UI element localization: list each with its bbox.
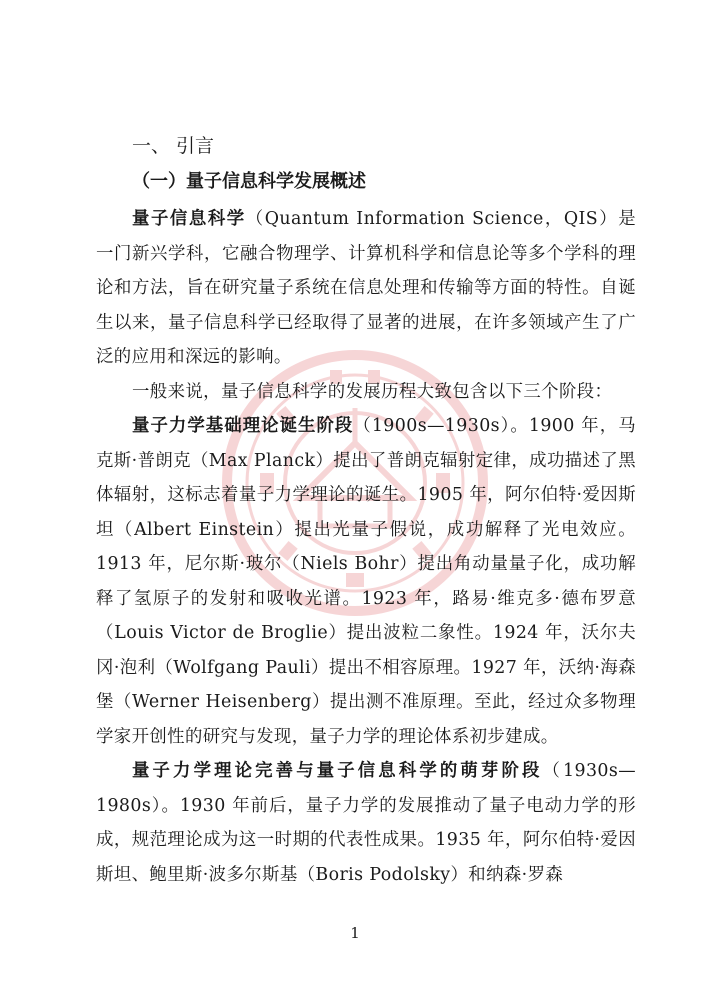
- paragraph-stage-one: [96, 409, 636, 754]
- paragraph-stage-two: [96, 754, 636, 892]
- paragraph-stage-one-text: （1900s—1930s）。1900 年，马克斯·普朗克（Max Planck）提出了普朗克辐射定律，成功描述了黑体辐射，这标志着量子力学理论的诞生。1905 年，阿尔伯特·爱因斯坦（Albert Einstein）提出光量子假说，成功解释了光电效应。1913 年，尼尔斯·玻尔（Niels Bohr）提出角动量量子化，成功解释了氢原子的发射和吸收光谱。1923 年，路易·维克多·德布罗意（Louis Victor de Broglie）提出波粒二象性。1924 年，沃尔夫冈·泡利（Wolfgang Pauli）提出不相容原理。1927 年，沃纳·海森堡（Werner Heisenberg）提出测不准原理。至此，经过众多物理学家开创性的研究与发现，量子力学的理论体系初步建成。: [96, 416, 636, 747]
- paragraph-intro: [96, 202, 636, 375]
- paragraph-stage-one-lead: 量子力学基础理论诞生阶段: [132, 416, 354, 436]
- paragraph-stage-two-lead: 量子力学理论完善与量子信息科学的萌芽阶段: [132, 761, 543, 781]
- paragraph-intro-lead: 量子信息科学: [132, 209, 246, 229]
- paragraph-stages: [96, 375, 636, 410]
- section-heading: 一、 引言: [132, 135, 215, 157]
- paragraph-intro-text: （Quantum Information Science，QIS）是一门新兴学科，它融合物理学、计算机科学和信息论等多个学科的理论和方法，旨在研究量子系统在信息处理和传输等方面的特性。自诞生以来，量子信息科学已经取得了显著的进展，在许多领域产生了广泛的应用和深远的影响。: [96, 209, 636, 367]
- paragraph-stages-text: 一般来说，量子信息科学的发展历程大致包含以下三个阶段：: [132, 381, 613, 402]
- paragraph-stage-two-text: （1930s—1980s）。1930 年前后，量子力学的发展推动了量子电动力学的形成，规范理论成为这一时期的代表性成果。1935 年，阿尔伯特·爱因斯坦、鲍里斯·波多尔斯基（Boris Podolsky）和纳森·罗森: [96, 761, 636, 885]
- subsection-heading: （一）量子信息科学发展概述: [132, 171, 366, 192]
- page-number: 1: [350, 924, 360, 942]
- document-body: [96, 128, 636, 892]
